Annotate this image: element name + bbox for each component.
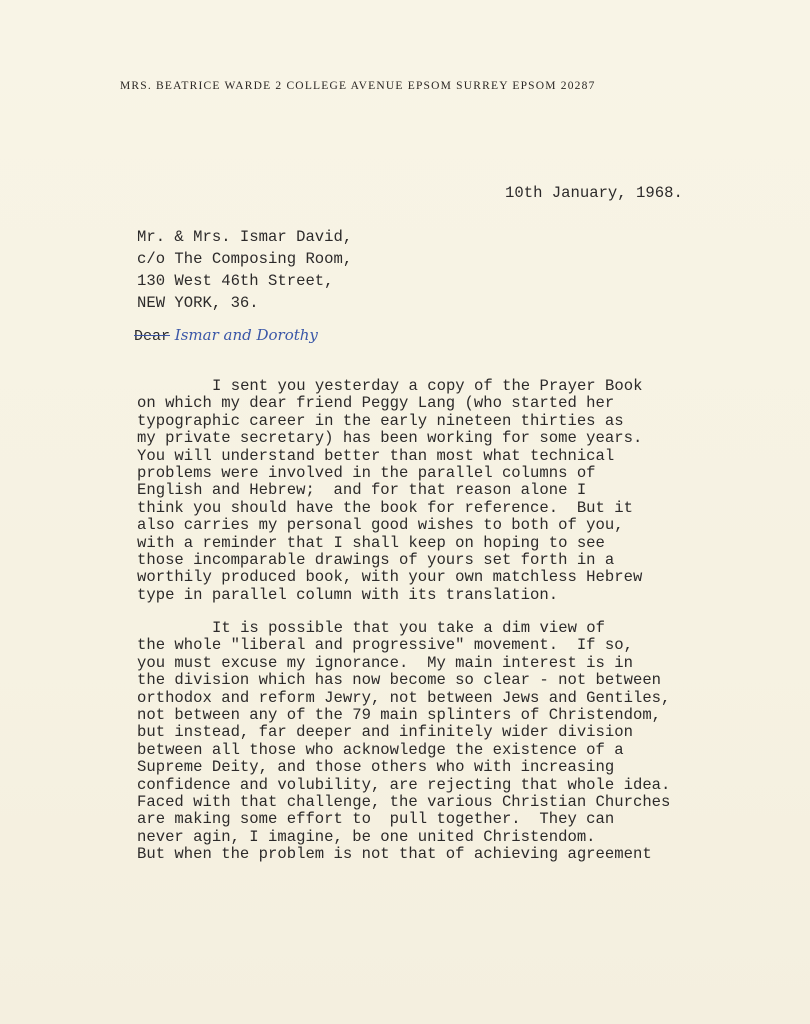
text-line: between all those who acknowledge the existence of a bbox=[137, 740, 624, 759]
text-line: are making some effort to pull together. They can bbox=[137, 810, 615, 829]
paragraph-1 bbox=[137, 378, 757, 604]
text-line: English and Hebrew; and for that reason alone I bbox=[137, 481, 587, 500]
letter-date: 10th January, 1968. bbox=[505, 184, 683, 202]
text-line: also carries my personal good wishes to both of you, bbox=[137, 516, 624, 535]
text-line: Faced with that challenge, the various Christian Churches bbox=[137, 792, 671, 811]
text-line: I sent you yesterday a copy of the Prayer Book bbox=[212, 377, 643, 395]
salutation-handwritten: Ismar and Dorothy bbox=[170, 326, 318, 344]
text-line: think you should have the book for reference. But it bbox=[137, 498, 633, 517]
address-line: Mr. & Mrs. Ismar David, bbox=[137, 228, 353, 246]
text-line: with a reminder that I shall keep on hoping to see bbox=[137, 533, 605, 552]
text-line: on which my dear friend Peggy Lang (who started her bbox=[137, 394, 615, 413]
text-line: Supreme Deity, and those others who with increasing bbox=[137, 758, 615, 777]
text-line: It is possible that you take a dim view of bbox=[212, 619, 606, 637]
text-line: my private secretary) has been working for some years. bbox=[137, 429, 643, 448]
letterhead: MRS. BEATRICE WARDE 2 COLLEGE AVENUE EPSOM SURREY EPSOM 20287 bbox=[120, 80, 596, 92]
paragraph-2 bbox=[137, 620, 757, 846]
text-line: the whole "liberal and progressive" movement. If so, bbox=[137, 636, 633, 655]
text-line: problems were involved in the parallel columns of bbox=[137, 463, 596, 482]
paragraph-3 bbox=[137, 846, 757, 863]
text-line: typographic career in the early nineteen thirties as bbox=[137, 411, 624, 430]
text-line: never agin, I imagine, be one united Christendom. bbox=[137, 827, 596, 846]
text-line: type in parallel column with its translation. bbox=[137, 585, 559, 604]
text-line: You will understand better than most what technical bbox=[137, 446, 615, 465]
address-line: NEW YORK, 36. bbox=[137, 294, 259, 312]
address-line: c/o The Composing Room, bbox=[137, 250, 353, 268]
text-line: But when the problem is not that of achieving agreement bbox=[137, 845, 652, 863]
text-line: you must excuse my ignorance. My main interest is in bbox=[137, 653, 633, 672]
text-line: worthily produced book, with your own matchless Hebrew bbox=[137, 568, 643, 587]
address-line: 130 West 46th Street, bbox=[137, 272, 334, 290]
salutation bbox=[134, 326, 318, 345]
text-line: but instead, far deeper and infinitely wider division bbox=[137, 723, 633, 742]
salutation-typed: Dear bbox=[134, 328, 171, 345]
text-line: orthodox and reform Jewry, not between Jews and Gentiles, bbox=[137, 688, 671, 707]
text-line: the division which has now become so clear - not between bbox=[137, 671, 662, 690]
text-line: not between any of the 79 main splinters of Christendom, bbox=[137, 705, 662, 724]
text-line: those incomparable drawings of yours set forth in a bbox=[137, 550, 615, 569]
text-line: confidence and volubility, are rejecting that whole idea. bbox=[137, 775, 671, 794]
